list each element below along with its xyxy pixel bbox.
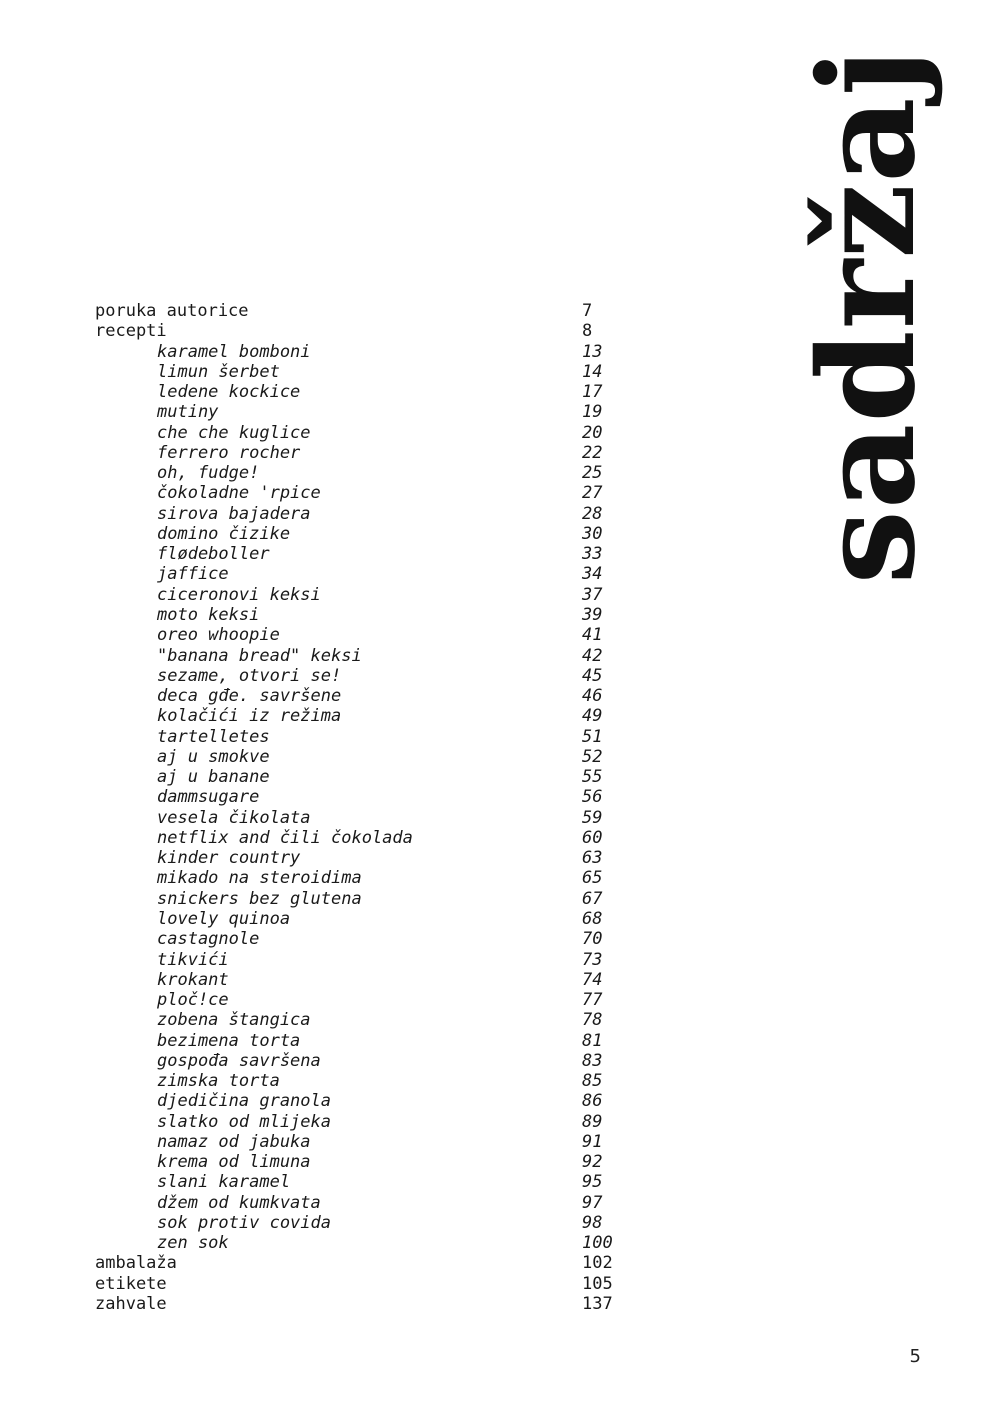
page-number: 5	[909, 1346, 921, 1367]
toc-entry-title: zobena štangica	[157, 1010, 311, 1031]
toc-entry-title: oreo whoopie	[157, 625, 280, 646]
toc-entry-title: poruka autorice	[95, 301, 249, 321]
toc-entry-title: dammsugare	[157, 787, 260, 808]
toc-entry-title: kolačići iz režima	[157, 706, 342, 727]
table-of-contents	[95, 301, 625, 1314]
toc-subentry	[95, 1031, 625, 1051]
toc-entry-page: 60	[582, 827, 603, 848]
toc-entry-page: 59	[582, 807, 603, 828]
toc-entry-title: vesela čikolata	[157, 807, 311, 828]
toc-entry-title: recepti	[95, 321, 167, 342]
toc-entry-page: 42	[582, 645, 603, 666]
toc-entry-title: slani karamel	[157, 1172, 291, 1193]
toc-entry-title: flødeboller	[157, 544, 270, 565]
toc-entry-page: 89	[582, 1111, 603, 1132]
toc-entry-title: namaz od jabuka	[157, 1131, 311, 1152]
toc-entry-page: 65	[582, 868, 603, 889]
toc-entry	[95, 321, 625, 341]
toc-entry-page: 67	[582, 888, 603, 909]
toc-subentry	[95, 1071, 625, 1091]
toc-subentry	[95, 828, 625, 848]
toc-entry-title: domino čizike	[157, 523, 291, 544]
toc-subentry	[95, 423, 625, 443]
toc-entry-title: krokant	[157, 969, 229, 990]
toc-subentry	[95, 950, 625, 970]
toc-entry-page: 68	[582, 908, 603, 929]
toc-subentry	[95, 1132, 625, 1152]
toc-subentry	[95, 1010, 625, 1030]
toc-subentry	[95, 585, 625, 605]
toc-entry-page: 81	[582, 1030, 603, 1051]
toc-subentry	[95, 1172, 625, 1192]
toc-subentry	[95, 970, 625, 990]
toc-entry-page: 95	[582, 1172, 603, 1193]
toc-entry-title: karamel bomboni	[157, 341, 311, 362]
toc-subentry	[95, 727, 625, 747]
toc-subentry	[95, 1213, 625, 1233]
toc-subentry	[95, 848, 625, 868]
toc-entry-page: 37	[582, 584, 603, 605]
toc-subentry	[95, 990, 625, 1010]
toc-subentry	[95, 483, 625, 503]
toc-subentry	[95, 747, 625, 767]
toc-subentry	[95, 402, 625, 422]
toc-entry-page: 39	[582, 604, 603, 625]
toc-entry-page: 78	[582, 1010, 603, 1031]
toc-entry-page: 92	[582, 1152, 603, 1173]
toc-entry-title: slatko od mlijeka	[157, 1111, 331, 1132]
toc-entry-title: džem od kumkvata	[157, 1192, 321, 1213]
toc-entry-page: 77	[582, 990, 603, 1011]
toc-subentry	[95, 706, 625, 726]
toc-entry-page: 34	[582, 564, 603, 585]
toc-subentry	[95, 382, 625, 402]
toc-entry-page: 20	[582, 422, 603, 443]
toc-entry-page: 49	[582, 706, 603, 727]
toc-entry-title: oh, fudge!	[157, 463, 260, 484]
toc-subentry	[95, 342, 625, 362]
toc-entry-page: 85	[582, 1071, 603, 1092]
toc-entry-page: 7	[582, 301, 593, 321]
toc-subentry	[95, 787, 625, 807]
toc-entry-page: 105	[582, 1273, 613, 1294]
toc-subentry	[95, 524, 625, 544]
toc-entry-page: 56	[582, 787, 603, 808]
toc-entry-page: 33	[582, 544, 603, 565]
toc-entry-title: sezame, otvori se!	[157, 665, 342, 686]
toc-entry	[95, 1274, 625, 1294]
toc-entry-title: aj u banane	[157, 767, 270, 788]
toc-entry-title: lovely quinoa	[157, 908, 291, 929]
toc-subentry	[95, 1152, 625, 1172]
toc-entry-page: 137	[582, 1294, 613, 1315]
toc-entry-page: 86	[582, 1091, 603, 1112]
toc-entry-page: 83	[582, 1050, 603, 1071]
toc-subentry	[95, 1193, 625, 1213]
toc-entry-title: tikvići	[157, 949, 229, 970]
toc-entry-title: djedičina granola	[157, 1091, 331, 1112]
toc-entry-page: 45	[582, 665, 603, 686]
toc-subentry	[95, 443, 625, 463]
toc-entry-title: ambalaža	[95, 1253, 177, 1274]
toc-subentry	[95, 909, 625, 929]
toc-entry-page: 91	[582, 1131, 603, 1152]
toc-subentry	[95, 686, 625, 706]
toc-entry-page: 74	[582, 969, 603, 990]
toc-entry-title: zen sok	[157, 1233, 229, 1254]
toc-entry-title: "banana bread" keksi	[157, 645, 362, 666]
toc-entry-page: 102	[582, 1253, 613, 1274]
toc-entry-title: che che kuglice	[157, 422, 311, 443]
toc-subentry	[95, 1233, 625, 1253]
toc-entry-title: čokoladne 'rpice	[157, 483, 321, 504]
toc-entry-page: 55	[582, 767, 603, 788]
toc-entry-title: mikado na steroidima	[157, 868, 362, 889]
toc-subentry	[95, 564, 625, 584]
toc-entry-title: moto keksi	[157, 604, 260, 625]
toc-entry-title: snickers bez glutena	[157, 888, 362, 909]
toc-subentry	[95, 889, 625, 909]
toc-subentry	[95, 463, 625, 483]
toc-entry-title: gospođa savršena	[157, 1050, 321, 1071]
toc-entry-title: aj u smokve	[157, 746, 270, 767]
toc-subentry	[95, 625, 625, 645]
toc-entry-title: ciceronovi keksi	[157, 584, 321, 605]
toc-entry-page: 14	[582, 361, 603, 382]
toc-subentry	[95, 646, 625, 666]
toc-subentry	[95, 362, 625, 382]
toc-subentry	[95, 544, 625, 564]
toc-entry-page: 17	[582, 382, 603, 403]
toc-entry-title: zimska torta	[157, 1071, 280, 1092]
toc-subentry	[95, 1112, 625, 1132]
toc-entry	[95, 1253, 625, 1273]
toc-entry-page: 22	[582, 442, 603, 463]
toc-subentry	[95, 929, 625, 949]
toc-entry-page: 73	[582, 949, 603, 970]
toc-entry	[95, 1294, 625, 1314]
toc-entry-page: 28	[582, 503, 603, 524]
toc-entry-title: ledene kockice	[157, 382, 301, 403]
toc-entry-page: 25	[582, 463, 603, 484]
toc-entry-title: castagnole	[157, 929, 260, 950]
page-title: sadržaj	[790, 47, 945, 585]
toc-entry-page: 63	[582, 848, 603, 869]
toc-subentry	[95, 666, 625, 686]
toc-entry-title: mutiny	[157, 402, 219, 423]
toc-entry-page: 70	[582, 929, 603, 950]
toc-entry-title: krema od limuna	[157, 1152, 311, 1173]
toc-entry-title: ferrero rocher	[157, 442, 301, 463]
toc-entry-page: 8	[582, 321, 593, 342]
toc-entry-title: etikete	[95, 1273, 167, 1294]
toc-subentry	[95, 868, 625, 888]
toc-entry-title: bezimena torta	[157, 1030, 301, 1051]
toc-subentry	[95, 1051, 625, 1071]
toc-entry-title: sok protiv covida	[157, 1212, 331, 1233]
toc-subentry	[95, 504, 625, 524]
toc-entry-title: kinder country	[157, 848, 301, 869]
toc-entry-title: netflix and čili čokolada	[157, 827, 413, 848]
toc-entry-page: 46	[582, 686, 603, 707]
toc-subentry	[95, 767, 625, 787]
toc-entry-title: ploč!ce	[157, 990, 229, 1011]
toc-entry-title: deca gđe. savršene	[157, 686, 342, 707]
toc-entry-page: 51	[582, 726, 603, 747]
toc-entry-page: 98	[582, 1212, 603, 1233]
toc-entry-title: zahvale	[95, 1294, 167, 1315]
toc-entry-page: 27	[582, 483, 603, 504]
toc-subentry	[95, 808, 625, 828]
toc-subentry	[95, 605, 625, 625]
toc-entry-title: jaffice	[157, 564, 229, 585]
toc-entry-title: sirova bajadera	[157, 503, 311, 524]
toc-entry-page: 13	[582, 341, 603, 362]
toc-entry-page: 19	[582, 402, 603, 423]
toc-entry-page: 30	[582, 523, 603, 544]
toc-entry	[95, 301, 625, 321]
toc-entry-page: 41	[582, 625, 603, 646]
toc-entry-title: limun šerbet	[157, 361, 280, 382]
toc-entry-page: 52	[582, 746, 603, 767]
toc-entry-page: 100	[582, 1233, 613, 1254]
toc-subentry	[95, 1091, 625, 1111]
toc-entry-page: 97	[582, 1192, 603, 1213]
toc-entry-title: tartelletes	[157, 726, 270, 747]
